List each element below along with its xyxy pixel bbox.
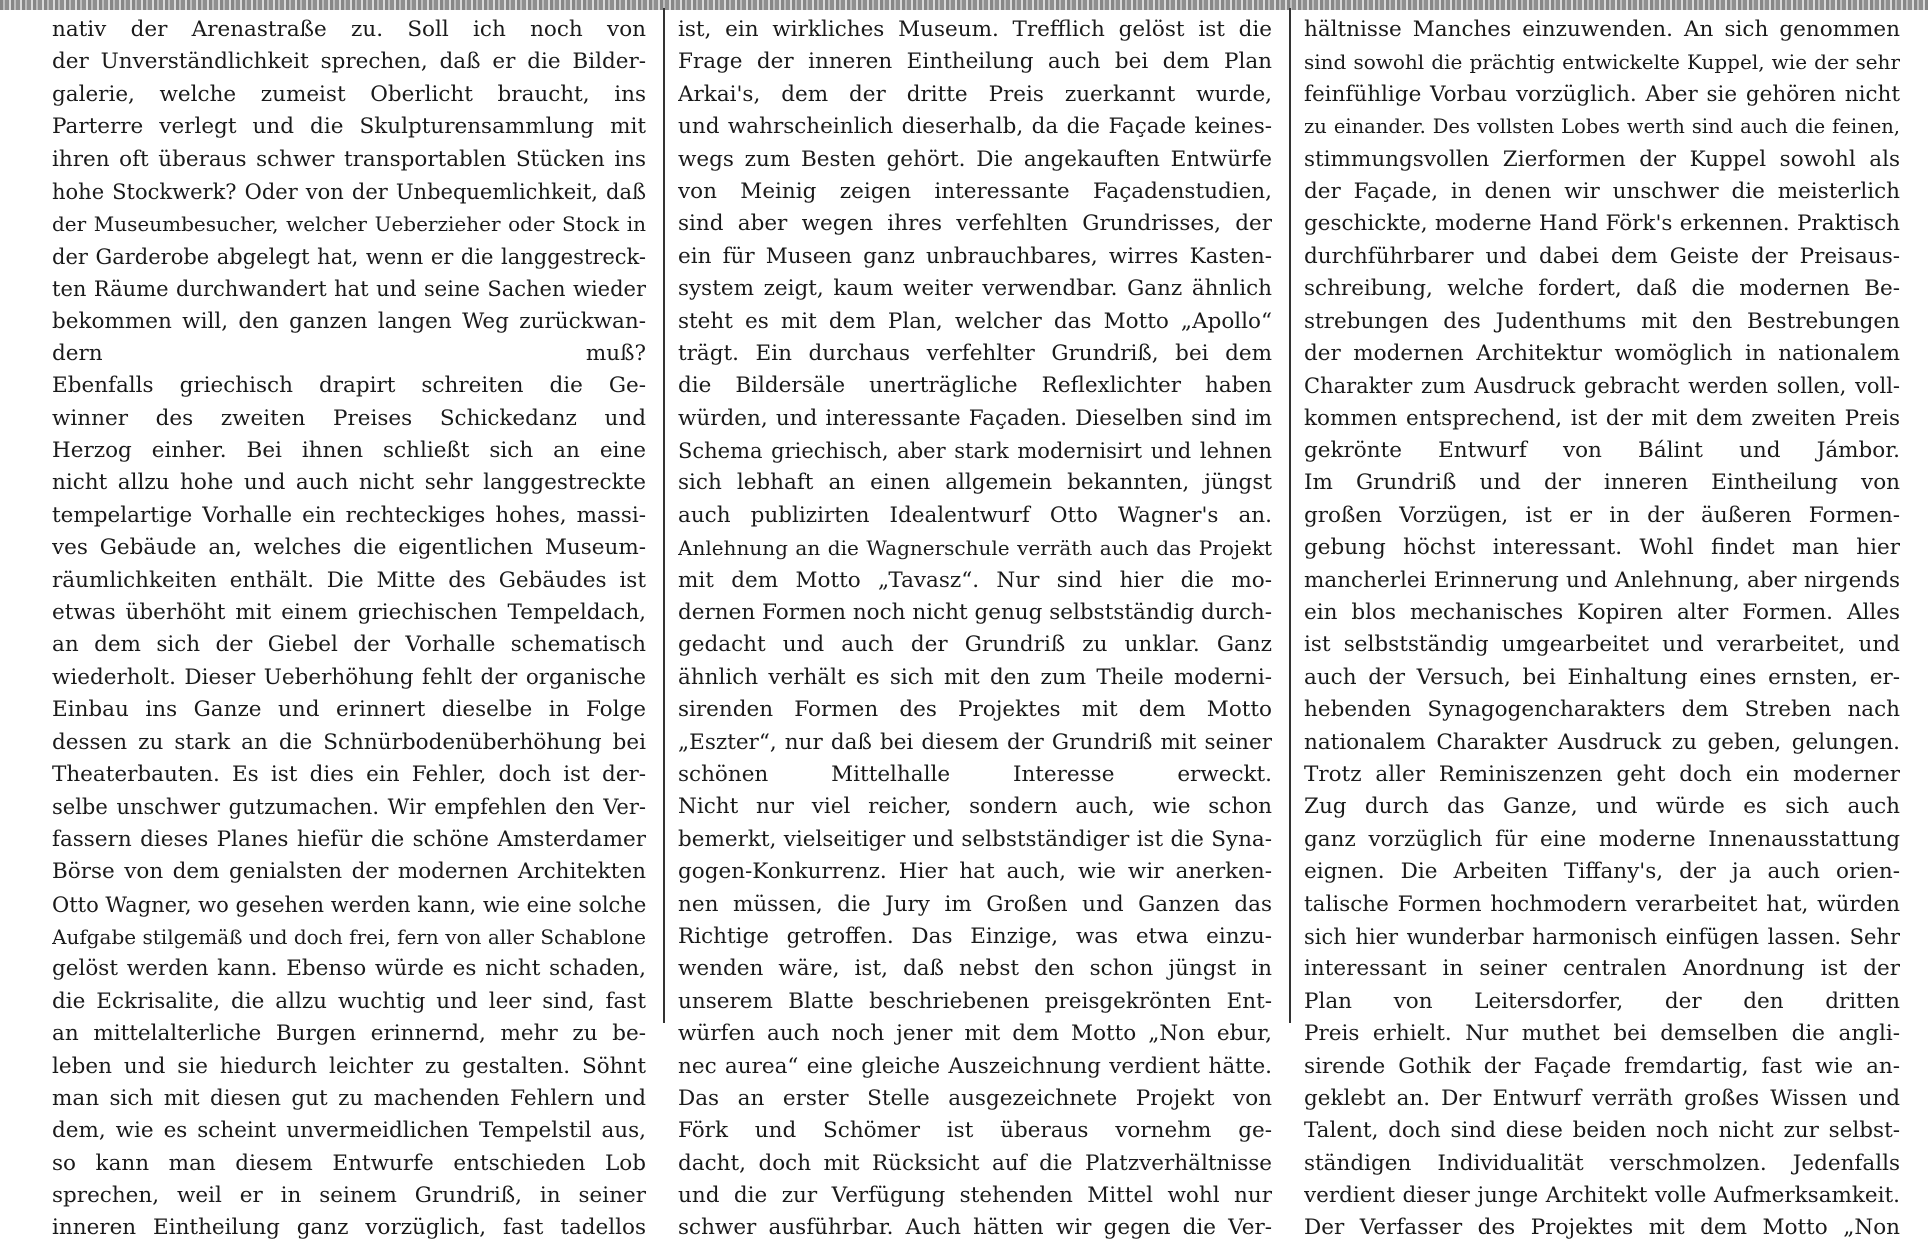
text-line: hältnisse Manches einzuwenden. An sich genommen: [1304, 17, 1900, 42]
page-top-edge: [0, 0, 1928, 10]
text-line: strebungen des Judenthums mit den Bestrebungen: [1304, 308, 1900, 334]
text-line: dernen Formen noch nicht genug selbstständig durch-: [678, 600, 1272, 626]
text-line: Zug durch das Ganze, und würde es sich auch: [1304, 794, 1900, 820]
text-line: sirende Gothik der Façade fremdartig, fast wie an-: [1304, 1053, 1900, 1079]
text-line: ist selbstständig umgearbeitet und verarbeitet, und: [1304, 632, 1900, 658]
text-line: Aufgabe stilgemäß und doch frei, fern von aller Schablone: [52, 924, 646, 949]
text-line: durchführbarer und dabei dem Geiste der Preisaus-: [1304, 243, 1900, 269]
text-line: leben und sie hiedurch leichter zu gestalten. Söhnt: [52, 1053, 646, 1079]
text-line: Charakter zum Ausdruck gebracht werden sollen, voll-: [1304, 374, 1900, 399]
text-line: interessant in seiner centralen Anordnung ist der: [1304, 956, 1900, 982]
text-line: geschickte, moderne Hand Förk's erkennen. Praktisch: [1304, 211, 1900, 237]
text-line: großen Vorzügen, ist er in der äußeren Formen-: [1304, 502, 1900, 528]
text-line: ständigen Individualität verschmolzen. Jedenfalls: [1304, 1150, 1900, 1176]
text-column-2: [678, 14, 1272, 1245]
text-line: räumlichkeiten enthält. Die Mitte des Gebäudes ist: [52, 567, 646, 593]
text-line: an mittelalterliche Burgen erinnernd, mehr zu be-: [52, 1021, 646, 1047]
text-line: winner des zweiten Preises Schickedanz und: [52, 405, 646, 431]
text-line: sich hier wunderbar harmonisch einfügen lassen. Sehr: [1304, 924, 1900, 949]
text-line: ganz vorzüglich für eine moderne Innenausstattung: [1304, 826, 1900, 852]
text-line: schönen Mittelhalle Interesse erweckt.: [678, 761, 1272, 787]
text-line: unserem Blatte beschriebenen preisgekrönten Ent-: [678, 988, 1272, 1014]
text-line: nativ der Arenastraße zu. Soll ich noch von: [52, 17, 646, 42]
text-line: nec aurea“ eine gleiche Auszeichnung verdient hätte.: [678, 1053, 1272, 1079]
text-line: Anlehnung an die Wagnerschule verräth auch das Projekt: [678, 536, 1272, 561]
text-line: Preis erhielt. Nur muthet bei demselben die angli-: [1304, 1021, 1900, 1047]
text-line: auch der Versuch, bei Einhaltung eines ernsten, er-: [1304, 664, 1900, 690]
text-line: gelöst werden kann. Ebenso würde es nicht schaden,: [52, 956, 646, 982]
text-line: ist, ein wirkliches Museum. Trefflich gelöst ist die: [678, 17, 1272, 42]
text-line: nationalem Charakter Ausdruck zu geben, gelungen.: [1304, 729, 1900, 755]
text-line: gebung höchst interessant. Wohl findet man hier: [1304, 535, 1900, 561]
text-line: Plan von Leitersdorfer, der den dritten: [1304, 988, 1900, 1014]
text-line: der Unverständlichkeit sprechen, daß er die Bilder-: [52, 49, 646, 75]
text-line: Parterre verlegt und die Skulpturensammlung mit: [52, 114, 646, 140]
text-line: wenden wäre, ist, daß nebst den schon jüngst in: [678, 956, 1272, 982]
text-line: Der Verfasser des Projektes mit dem Motto „Non: [1304, 1215, 1900, 1241]
text-line: nen müssen, die Jury im Großen und Ganzen das: [678, 891, 1272, 917]
text-line: dern muß?: [52, 340, 646, 366]
text-line: Herzog einher. Bei ihnen schließt sich an eine: [52, 438, 646, 464]
text-line: Otto Wagner, wo gesehen werden kann, wie eine solche: [52, 892, 646, 917]
text-line: Einbau ins Ganze und erinnert dieselbe in Folge: [52, 697, 646, 723]
text-line: Talent, doch sind diese beiden noch nicht zur selbst-: [1304, 1118, 1900, 1144]
text-line: Im Grundriß und der inneren Eintheilung von: [1304, 470, 1900, 496]
text-line: Schema griechisch, aber stark modernisirt und lehnen: [678, 439, 1272, 464]
text-line: Trotz aller Reminiszenzen geht doch ein moderner: [1304, 761, 1900, 787]
text-line: „Eszter“, nur daß bei diesem der Grundriß mit seiner: [678, 729, 1272, 755]
text-line: sprechen, weil er in seinem Grundriß, in seiner: [52, 1183, 646, 1209]
text-column-1: [52, 14, 646, 1245]
text-line: schwer ausführbar. Auch hätten wir gegen die Ver-: [678, 1215, 1272, 1241]
text-line: steht es mit dem Plan, welcher das Motto „Apollo“: [678, 308, 1272, 334]
text-line: Nicht nur viel reicher, sondern auch, wie schon: [678, 794, 1272, 820]
text-line: man sich mit diesen gut zu machenden Fehlern und: [52, 1085, 646, 1111]
text-line: so kann man diesem Entwurfe entschieden Lob: [52, 1150, 646, 1176]
text-line: an dem sich der Giebel der Vorhalle schematisch: [52, 632, 646, 658]
text-line: mit dem Motto „Tavasz“. Nur sind hier die mo-: [678, 567, 1272, 593]
text-line: gekrönte Entwurf von Bálint und Jámbor.: [1304, 438, 1900, 464]
text-line: von Meinig zeigen interessante Façadenstudien,: [678, 178, 1272, 204]
text-column-3: [1304, 14, 1900, 1245]
text-line: geklebt an. Der Entwurf verräth großes Wissen und: [1304, 1085, 1900, 1111]
text-line: würfen auch noch jener mit dem Motto „Non ebur,: [678, 1021, 1272, 1047]
text-line: verdient dieser junge Architekt volle Aufmerksamkeit.: [1304, 1183, 1900, 1209]
text-line: dacht, doch mit Rücksicht auf die Platzverhältnisse: [678, 1150, 1272, 1176]
text-line: feinfühlige Vorbau vorzüglich. Aber sie gehören nicht: [1304, 81, 1900, 107]
text-line: sind aber wegen ihres verfehlten Grundrisses, der: [678, 211, 1272, 237]
text-line: auch publizirten Idealentwurf Otto Wagner's an.: [678, 502, 1272, 528]
text-line: der Garderobe abgelegt hat, wenn er die langgestreck-: [52, 244, 646, 269]
text-line: wiederholt. Dieser Ueberhöhung fehlt der organische: [52, 664, 646, 690]
text-line: system zeigt, kaum weiter verwendbar. Ganz ähnlich: [678, 276, 1272, 302]
text-line: selbe unschwer gutzumachen. Wir empfehlen den Ver-: [52, 795, 646, 820]
text-line: kommen entsprechend, ist der mit dem zweiten Preis: [1304, 405, 1900, 431]
text-line: eignen. Die Arbeiten Tiffany's, der ja auch orien-: [1304, 859, 1900, 885]
text-line: fassern dieses Planes hiefür die schöne Amsterdamer: [52, 826, 646, 852]
text-line: ihren oft überaus schwer transportablen Stücken ins: [52, 146, 646, 172]
text-line: ein blos mechanisches Kopiren alter Formen. Alles: [1304, 600, 1900, 626]
text-line: tempelartige Vorhalle ein rechteckiges hohes, massi-: [52, 502, 646, 528]
text-line: stimmungsvollen Zierformen der Kuppel sowohl als: [1304, 146, 1900, 172]
text-line: etwas überhöht mit einem griechischen Tempeldach,: [52, 600, 646, 626]
text-line: Frage der inneren Eintheilung auch bei dem Plan: [678, 49, 1272, 75]
text-line: inneren Eintheilung ganz vorzüglich, fast tadellos: [52, 1215, 646, 1241]
text-line: ten Räume durchwandert hat und seine Sachen wieder: [52, 277, 646, 302]
text-line: gedacht und auch der Grundriß zu unklar. Ganz: [678, 632, 1272, 658]
text-line: sich lebhaft an einen allgemein bekannten, jüngst: [678, 470, 1272, 496]
text-line: Richtige getroffen. Das Einzige, was etwa einzu-: [678, 923, 1272, 949]
text-line: hebenden Synagogencharakters dem Streben nach: [1304, 697, 1900, 723]
text-line: Theaterbauten. Es ist dies ein Fehler, doch ist der-: [52, 761, 646, 787]
text-line: würden, und interessante Façaden. Dieselben sind im: [678, 405, 1272, 431]
text-line: der Museumbesucher, welcher Ueberzieher oder Stock in: [52, 212, 646, 237]
text-line: talische Formen hochmodern verarbeitet hat, würden: [1304, 891, 1900, 917]
text-line: dem, wie es scheint unvermeidlichen Tempelstil aus,: [52, 1118, 646, 1144]
text-line: nicht allzu hohe und auch nicht sehr langgestreckte: [52, 470, 646, 496]
text-line: Ebenfalls griechisch drapirt schreiten die Ge-: [52, 373, 646, 399]
text-line: Börse von dem genialsten der modernen Architekten: [52, 859, 646, 885]
text-line: sirenden Formen des Projektes mit dem Motto: [678, 697, 1272, 723]
column-divider: [663, 8, 665, 1023]
text-line: gogen-Konkurrenz. Hier hat auch, wie wir anerken-: [678, 859, 1272, 885]
column-divider: [1289, 8, 1291, 1023]
text-line: und die zur Verfügung stehenden Mittel wohl nur: [678, 1183, 1272, 1209]
text-line: wegs zum Besten gehört. Die angekauften Entwürfe: [678, 146, 1272, 172]
text-line: trägt. Ein durchaus verfehlter Grundriß, bei dem: [678, 340, 1272, 366]
text-line: ähnlich verhält es sich mit den zum Theile moderni-: [678, 664, 1272, 690]
text-line: dessen zu stark an die Schnürbodenüberhöhung bei: [52, 729, 646, 755]
text-line: der Façade, in denen wir unschwer die meisterlich: [1304, 178, 1900, 204]
text-line: bemerkt, vielseitiger und selbstständiger ist die Syna-: [678, 826, 1272, 852]
text-line: hohe Stockwerk? Oder von der Unbequemlichkeit, daß: [52, 179, 646, 204]
text-line: schreibung, welche fordert, daß die modernen Be-: [1304, 276, 1900, 302]
text-line: bekommen will, den ganzen langen Weg zurückwan-: [52, 308, 646, 334]
text-line: zu einander. Des vollsten Lobes werth sind auch die feinen,: [1304, 115, 1900, 139]
text-line: galerie, welche zumeist Oberlicht braucht, ins: [52, 81, 646, 107]
text-line: der modernen Architektur womöglich in nationalem: [1304, 340, 1900, 366]
text-line: mancherlei Erinnerung und Anlehnung, aber nirgends: [1304, 567, 1900, 593]
text-line: und wahrscheinlich dieserhalb, da die Façade keines-: [678, 114, 1272, 140]
text-line: ein für Museen ganz unbrauchbares, wirres Kasten-: [678, 243, 1272, 269]
text-line: Förk und Schömer ist überaus vornehm ge-: [678, 1118, 1272, 1144]
text-line: sind sowohl die prächtig entwickelte Kuppel, wie der sehr: [1304, 50, 1900, 75]
text-line: Das an erster Stelle ausgezeichnete Projekt von: [678, 1085, 1272, 1111]
text-line: die Bildersäle unerträgliche Reflexlichter haben: [678, 373, 1272, 399]
text-line: ves Gebäude an, welches die eigentlichen Museum-: [52, 535, 646, 561]
text-line: Arkai's, dem der dritte Preis zuerkannt wurde,: [678, 81, 1272, 107]
text-line: die Eckrisalite, die allzu wuchtig und leer sind, fast: [52, 988, 646, 1014]
